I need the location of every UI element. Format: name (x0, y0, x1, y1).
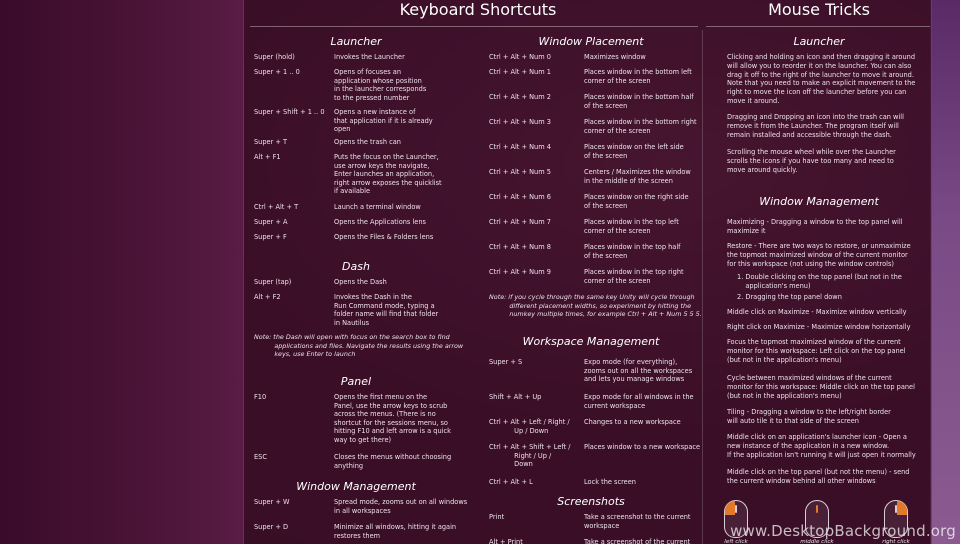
shortcut-row (489, 478, 709, 488)
shortcut-row (489, 143, 709, 160)
shortcuts-sheet (243, 0, 932, 544)
shortcut-key: Super (hold) (254, 53, 295, 61)
shortcut-key: Ctrl + Alt + Left / Right / Up / Down (489, 418, 570, 435)
section-title-dash: Dash (342, 260, 370, 273)
wallpaper-right (930, 0, 960, 544)
shortcut-row (254, 203, 474, 213)
shortcut-description: Places window on the left side of the screen (584, 143, 684, 160)
shortcut-row (489, 358, 709, 384)
section-title-window-placement: Window Placement (538, 35, 644, 48)
shortcut-row (254, 218, 474, 228)
shortcut-row (254, 453, 474, 470)
shortcut-row (489, 168, 709, 185)
restore-list-item: 1. Double clicking on the top panel (but not in the application's menu) (737, 273, 902, 290)
shortcut-description: Opens of focuses an application whose position in the launcher corresponds to the pressed number (334, 68, 427, 102)
section-title-mouse-launcher: Launcher (793, 35, 845, 48)
shortcut-row (254, 293, 474, 327)
shortcut-description: Expo mode (for everything), zooms out on all the workspaces and lets you manage windows (584, 358, 693, 384)
shortcut-description: Opens the Dash (334, 278, 387, 286)
restore-list-item: 2. Dragging the top panel down (737, 293, 842, 301)
shortcut-row (489, 538, 709, 544)
shortcut-key: Ctrl + Alt + Num 2 (489, 93, 551, 101)
shortcut-description: Opens the Applications lens (334, 218, 426, 226)
shortcut-key: Ctrl + Alt + Num 3 (489, 118, 551, 126)
mouse-button (895, 505, 897, 513)
shortcut-row (254, 233, 474, 243)
shortcut-key: Super + 1 .. 0 (254, 68, 300, 76)
mouse-button (725, 501, 735, 515)
shortcut-row (489, 193, 709, 210)
shortcut-description: Opens the first menu on the Panel, use the arrow keys to scrub across the menus. (There is no shortcut for the sessions menu, so hitting F10 and left arrow is a quick way to get there) (334, 393, 451, 444)
shortcut-key: Ctrl + Alt + Num 5 (489, 168, 551, 176)
shortcut-description: Puts the focus on the Launcher, use arrow keys the navigate, Enter launches an application, right arrow exposes the quicklist if available (334, 153, 442, 196)
mouse-label: left click (724, 539, 748, 544)
shortcut-description: Opens the trash can (334, 138, 401, 146)
mouse-button (806, 501, 816, 515)
shortcut-row (489, 53, 709, 63)
window-trick-paragraph: Focus the topmost maximized window of the current monitor for this workspace: Left click on the top panel (but not in the application's menu) (727, 338, 906, 364)
keyboard-title-rule (250, 26, 698, 27)
shortcut-key: Super + F (254, 233, 287, 241)
shortcut-row (254, 278, 474, 288)
shortcut-key: Alt + F1 (254, 153, 281, 161)
restore-paragraph: Restore - There are two ways to restore, or unmaximize the topmost maximized window of the current monitor for this workspace (not using the window controls) (727, 242, 911, 268)
section-title-workspace-management: Workspace Management (522, 335, 660, 348)
shortcut-key: F10 (254, 393, 267, 401)
shortcut-row (489, 268, 709, 285)
shortcut-row (254, 53, 474, 63)
window-trick-paragraph: Middle click on an application's launcher icon - Open a new instance of the application in a new window. If the application isn't running it will just open it normally (727, 433, 916, 459)
wallpaper-left (0, 0, 243, 544)
shortcut-key: Ctrl + Alt + T (254, 203, 299, 211)
shortcut-row (489, 443, 709, 469)
shortcut-description: Places window in the top half of the screen (584, 243, 681, 260)
section-title-mouse-window-management: Window Management (759, 195, 879, 208)
shortcut-description: Minimize all windows, hitting it again restores them (334, 523, 457, 540)
shortcut-description: Closes the menus without choosing anything (334, 453, 452, 470)
shortcut-key: Ctrl + Alt + L (489, 478, 533, 486)
mouse-button (737, 501, 747, 515)
section-title-launcher: Launcher (330, 35, 382, 48)
shortcut-description: Invokes the Dash in the Run Command mode, typing a folder name will find that folder in Nautilus (334, 293, 439, 327)
shortcut-description: Places window in the top left corner of the screen (584, 218, 679, 235)
column-divider (702, 30, 703, 544)
shortcut-description: Launch a terminal window (334, 203, 421, 211)
window-trick-paragraph: Middle click on the top panel (but not the menu) - send the current window behind all other windows (727, 468, 910, 485)
shortcut-row (489, 68, 709, 85)
section-title-screenshots: Screenshots (557, 495, 625, 508)
mouse-launcher-paragraph: Scrolling the mouse wheel while over the Launcher scrolls the icons if you have too many and need to move around quickly. (727, 148, 896, 174)
shortcut-key: Super + T (254, 138, 288, 146)
shortcut-description: Places window on the right side of the screen (584, 193, 689, 210)
maximizing-paragraph: Maximizing - Dragging a window to the top panel will maximize it (727, 218, 903, 235)
mouse-launcher-paragraph: Clicking and holding an icon and then dragging it around will allow you to reorder it on the launcher. You can also drag it off to the right of the launcher to move it around. Note that you need to make an explicit movement to the right to move the icon off the launcher before you can move it around. (727, 53, 916, 105)
shortcut-description: Invokes the Launcher (334, 53, 405, 61)
mouse-tricks-title: Mouse Tricks (768, 0, 870, 19)
window-trick-paragraph: Middle click on Maximize - Maximize window vertically (727, 308, 907, 316)
shortcut-key: Alt + F2 (254, 293, 281, 301)
shortcut-key: Ctrl + Alt + Num 8 (489, 243, 551, 251)
shortcut-row (489, 418, 709, 435)
shortcut-description: Changes to a new workspace (584, 418, 681, 426)
mouse-button (735, 505, 737, 513)
shortcut-row (254, 523, 474, 540)
shortcut-description: Places window in the bottom half of the screen (584, 93, 694, 110)
shortcut-key: Super + A (254, 218, 288, 226)
mouse-title-rule (706, 26, 930, 27)
keyboard-shortcuts-title: Keyboard Shortcuts (399, 0, 557, 19)
mouse-button (897, 501, 907, 515)
mouse-button (885, 501, 895, 515)
shortcut-row (254, 153, 474, 196)
mouse-button (818, 501, 828, 515)
shortcut-row (489, 513, 709, 530)
shortcut-key: Ctrl + Alt + Num 1 (489, 68, 551, 76)
window-placement-note: Note: if you cycle through the same key Unity will cycle through different placement widths, so experiment by hitting the numkey multiple times, for example Ctrl + Alt + Num 5 5 5. (489, 293, 702, 319)
shortcut-key: Super (tap) (254, 278, 292, 286)
watermark: www.DesktopBackground.org (730, 522, 956, 540)
shortcut-key: Ctrl + Alt + Num 7 (489, 218, 551, 226)
section-title-panel: Panel (340, 375, 372, 388)
shortcut-description: Take a screenshot of the current (584, 538, 691, 544)
shortcut-key: Ctrl + Alt + Num 4 (489, 143, 551, 151)
shortcut-key: Super + W (254, 498, 290, 506)
shortcut-key: Ctrl + Alt + Num 6 (489, 193, 551, 201)
shortcut-row (489, 393, 709, 410)
shortcut-description: Places window in the top right corner of the screen (584, 268, 684, 285)
shortcut-key: Print (489, 513, 505, 521)
mouse-label: right click (882, 539, 910, 544)
shortcut-row (489, 243, 709, 260)
section-title-window-management: Window Management (296, 480, 416, 493)
shortcut-row (254, 393, 474, 444)
shortcut-row (254, 68, 474, 102)
shortcut-key: Super + Shift + 1 .. 0 (254, 108, 325, 116)
mouse-launcher-paragraph: Dragging and Dropping an icon into the trash can will remove it from the Launcher. The program itself will remain installed and accessible through the dash. (727, 113, 904, 139)
shortcut-key: Super + S (489, 358, 523, 366)
shortcut-description: Lock the screen (584, 478, 636, 486)
shortcut-description: Spread mode, zooms out on all windows in all workspaces (334, 498, 468, 515)
shortcut-row (254, 498, 474, 515)
shortcut-row (489, 118, 709, 135)
shortcut-description: Opens a new instance of that application if it is already open (334, 108, 433, 134)
shortcut-description: Places window in the bottom left corner of the screen (584, 68, 692, 85)
mouse-button (816, 505, 818, 513)
shortcut-row (254, 138, 474, 148)
shortcut-description: Expo mode for all windows in the current workspace (584, 393, 694, 410)
mouse-label: middle click (800, 539, 834, 544)
shortcut-key: Ctrl + Alt + Num 0 (489, 53, 551, 61)
shortcut-key: Ctrl + Alt + Shift + Left / Right / Up / Down (489, 443, 571, 469)
shortcut-description: Places window to a new workspace (584, 443, 701, 451)
shortcut-description: Maximizes window (584, 53, 646, 61)
shortcut-description: Places window in the bottom right corner of the screen (584, 118, 697, 135)
shortcut-row (489, 93, 709, 110)
shortcut-row (489, 218, 709, 235)
shortcut-description: Take a screenshot to the current workspace (584, 513, 691, 530)
shortcut-key: Alt + Print (489, 538, 523, 544)
shortcut-key: Ctrl + Alt + Num 9 (489, 268, 551, 276)
window-trick-paragraph: Tiling - Dragging a window to the left/right border will auto tile it to that side of the screen (727, 408, 891, 425)
window-trick-paragraph: Right click on Maximize - Maximize window horizontally (727, 323, 911, 331)
shortcut-row (254, 108, 474, 134)
shortcut-key: ESC (254, 453, 267, 461)
dash-note: Note: the Dash will open with focus on the search box to find applications and files. Navigate the results using the arrow keys, use Enter to launch (254, 333, 464, 359)
shortcut-key: Shift + Alt + Up (489, 393, 542, 401)
shortcut-description: Centers / Maximizes the window in the middle of the screen (584, 168, 691, 185)
shortcut-description: Opens the Files & Folders lens (334, 233, 434, 241)
window-trick-paragraph: Cycle between maximized windows of the current monitor for this workspace: Middle click on the top panel (but not in the application's menu) (727, 374, 915, 400)
shortcut-key: Super + D (254, 523, 289, 531)
